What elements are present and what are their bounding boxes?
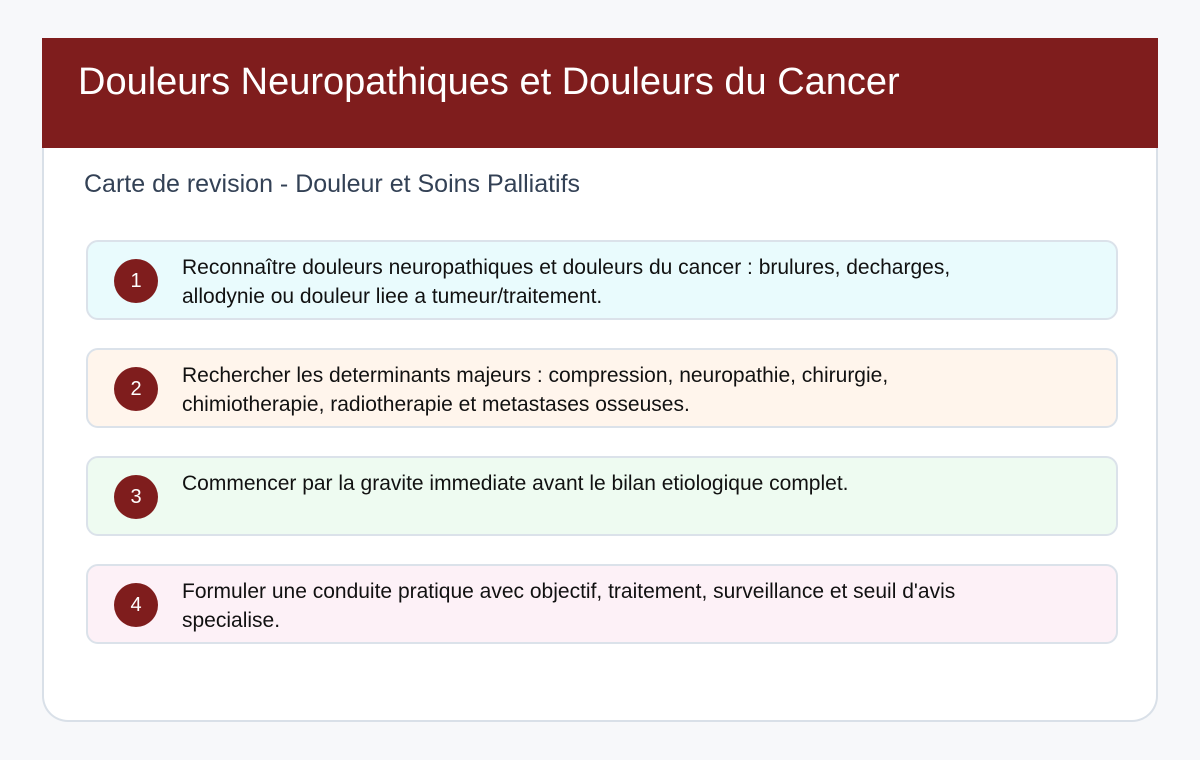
step-number-badge: 3 xyxy=(114,475,158,519)
list-item-text: Reconnaître douleurs neuropathiques et douleurs du cancer : brulures, decharges, allodynie ou douleur liee a tumeur/traitement. xyxy=(182,256,951,308)
list-item xyxy=(86,456,1118,536)
list-item-text: Formuler une conduite pratique avec objectif, traitement, surveillance et seuil d'avis specialise. xyxy=(182,580,956,632)
revision-card xyxy=(42,38,1158,722)
card-subtitle: Carte de revision - Douleur et Soins Palliatifs xyxy=(84,170,581,198)
list-item xyxy=(86,348,1118,428)
step-number-badge: 4 xyxy=(114,583,158,627)
page-title: Douleurs Neuropathiques et Douleurs du Cancer xyxy=(78,61,900,103)
step-number-badge: 2 xyxy=(114,367,158,411)
list-item xyxy=(86,564,1118,644)
list-item-text: Commencer par la gravite immediate avant le bilan etiologique complet. xyxy=(182,472,849,495)
card-header xyxy=(42,38,1158,148)
list-item-text: Rechercher les determinants majeurs : compression, neuropathie, chirurgie, chimiotherapie, radiotherapie et metastases osseuses. xyxy=(182,364,889,416)
list-item xyxy=(86,240,1118,320)
step-number-badge: 1 xyxy=(114,259,158,303)
